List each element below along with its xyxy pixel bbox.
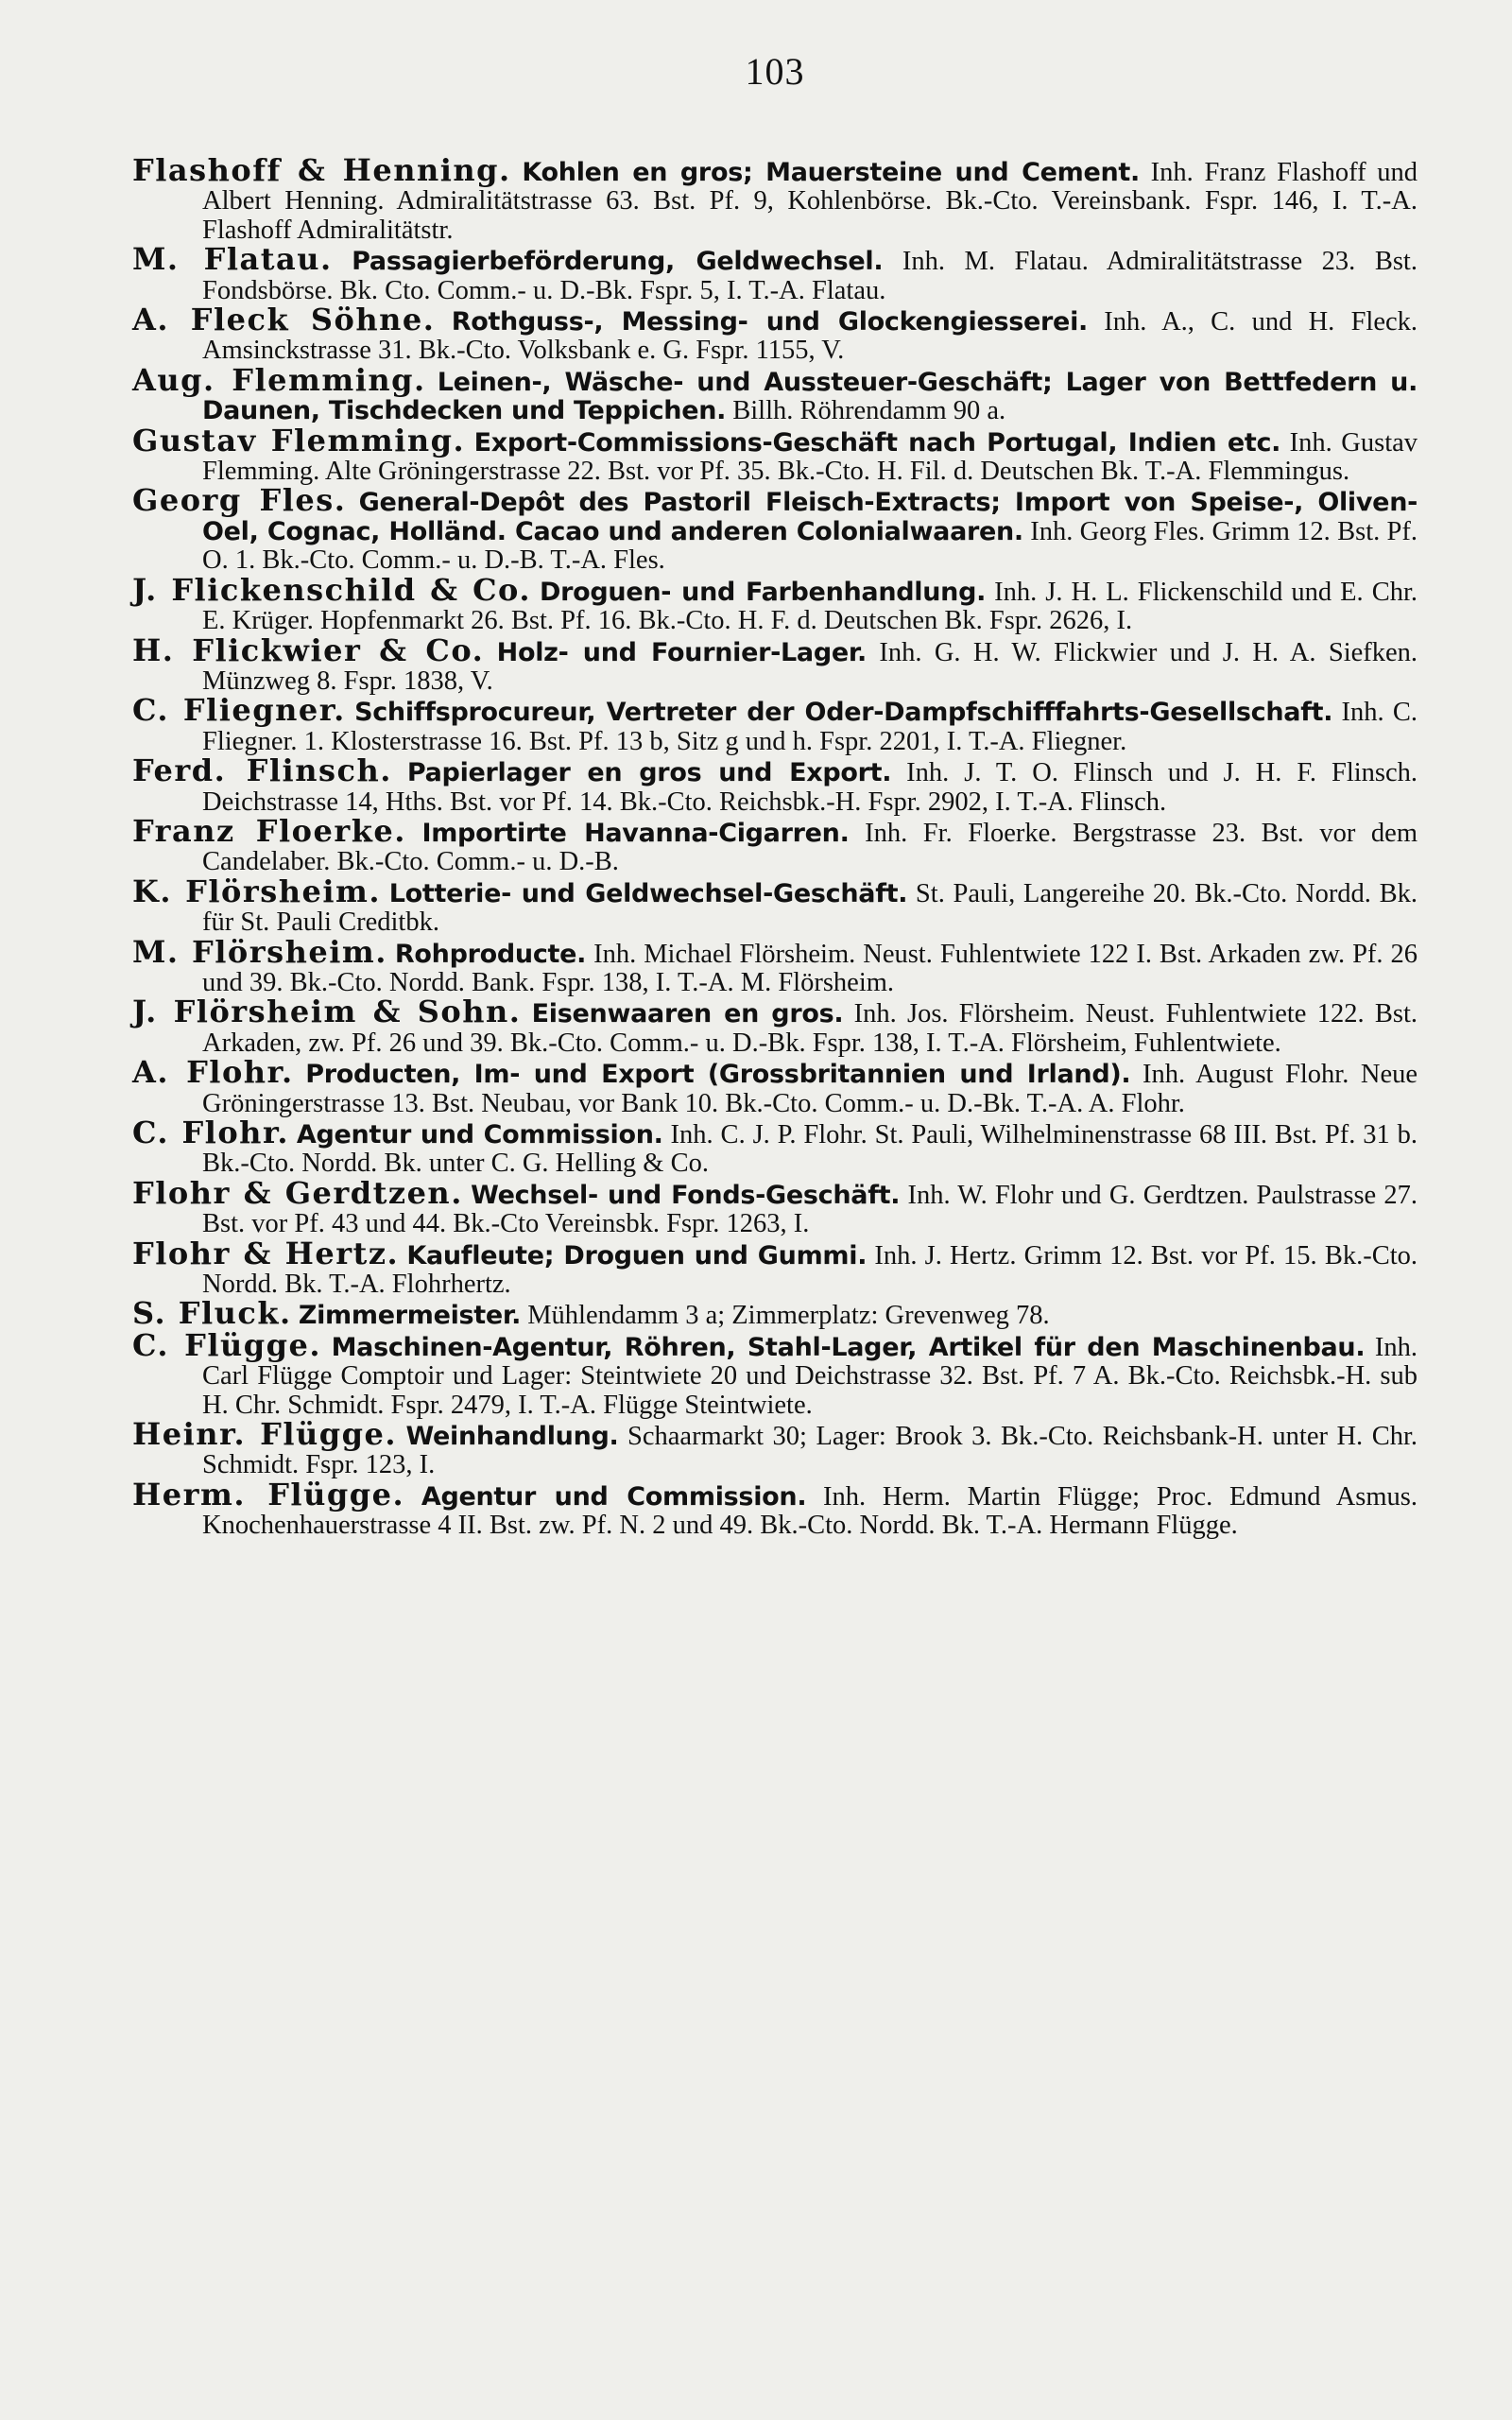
entry-details: Inh. Georg Fles. Grimm 12. Bst. Pf. O. 1. Bk.-Cto. Comm.- u. D.-B. T.-A. Fles.	[202, 516, 1418, 576]
entry-name: M. Flörsheim.	[132, 933, 387, 970]
entry-name: J. Flickenschild & Co.	[132, 571, 531, 608]
entry-business: Kaufleute; Droguen und Gummi.	[406, 1240, 868, 1270]
entry-name: J. Flörsheim & Sohn.	[132, 994, 522, 1030]
directory-entry	[132, 1115, 1418, 1179]
entry-details: Mühlendamm 3 a; Zimmerplatz: Grevenweg 78.	[527, 1301, 1050, 1331]
entry-business: Leinen-, Wäsche- und Aussteuer-Geschäft; Lager von Bettfedern u. Daunen, Tischdecken und Teppichen.	[202, 367, 1418, 426]
entry-details: Inh. C. Fliegner. 1. Klosterstrasse 16. Bst. Pf. 13 b, Sitz g und h. Fspr. 2201, I. T.-A. Fliegner.	[202, 698, 1418, 756]
entry-business: Agentur und Commission.	[296, 1120, 663, 1150]
entry-details: Inh. Franz Flashoff und Albert Henning. Admiralitätstrasse 63. Bst. Pf. 9, Kohlenbörse. Bk.-Cto. Vereinsbank. Fspr. 146, I. T.-A. Flashoff Admiralitätstr.	[202, 158, 1418, 245]
entry-name: Flohr & Hertz.	[132, 1235, 400, 1271]
entry-business: Producten, Im- und Export (Grossbritannien und Irland).	[305, 1060, 1131, 1090]
directory-entry	[132, 933, 1418, 998]
directory-entry	[132, 812, 1418, 877]
entry-details: Inh. Jos. Flörsheim. Neust. Fuhlentwiete 122. Bst. Arkaden, zw. Pf. 26 und 39. Bk.-Cto. Comm.- u. D.-Bk. Fspr. 138, I. T.-A. Flörsheim, Fuhlentwiete.	[202, 999, 1418, 1058]
directory-entry	[132, 1235, 1418, 1300]
entry-name: Ferd. Flinsch.	[132, 752, 392, 789]
entry-details: Inh. W. Flohr und G. Gerdtzen. Paulstrasse 27. Bst. vor Pf. 43 und 44. Bk.-Cto Vereinsbk. Fspr. 1263, I.	[202, 1180, 1418, 1239]
entry-business: Schiffsprocureur, Vertreter der Oder-Dampfschifffahrts-Gesellschaft.	[354, 698, 1333, 728]
entry-name: Flohr & Gerdtzen.	[132, 1174, 463, 1211]
directory-entry	[132, 482, 1418, 576]
directory-entry	[132, 1295, 1418, 1332]
entry-business: Wechsel- und Fonds-Geschäft.	[471, 1180, 901, 1210]
entry-name: Aug. Flemming.	[132, 361, 426, 398]
directory-entry	[132, 361, 1418, 426]
entry-details: Inh. A., C. und H. Fleck. Amsinckstrasse 31. Bk.-Cto. Volksbank e. G. Fspr. 1155, V.	[202, 307, 1418, 366]
entry-business: Rothguss-, Messing- und Glockengiesserei.	[451, 307, 1088, 337]
entry-details: Inh. C. J. P. Flohr. St. Pauli, Wilhelminenstrasse 68 III. Bst. Pf. 31 b. Bk.-Cto. Nordd. Bk. unter C. G. Helling & Co.	[202, 1120, 1418, 1179]
directory-entry	[132, 1054, 1418, 1118]
directory-entry	[132, 302, 1418, 366]
entry-name: Franz Floerke.	[132, 812, 406, 849]
entry-details: Inh. G. H. W. Flickwier und J. H. A. Siefken. Münzweg 8. Fspr. 1838, V.	[202, 637, 1418, 696]
entry-business: Eisenwaaren en gros.	[531, 999, 844, 1029]
entry-name: C. Fliegner.	[132, 692, 346, 729]
entries-list	[132, 152, 1418, 1541]
entry-business: Rohproducte.	[394, 939, 587, 969]
entry-details: Inh. Michael Flörsheim. Neust. Fuhlentwiete 122 I. Bst. Arkaden zw. Pf. 26 und 39. Bk.-Cto. Nordd. Bank. Fspr. 138, I. T.-A. M. Flörsheim.	[202, 939, 1418, 997]
entry-business: Papierlager en gros und Export.	[406, 758, 892, 788]
entry-details: Inh. Herm. Martin Flügge; Proc. Edmund Asmus. Knochenhauerstrasse 4 II. Bst. zw. Pf. N. 2 und 49. Bk.-Cto. Nordd. Bk. T.-A. Hermann Flügge.	[202, 1481, 1418, 1541]
directory-entry	[132, 873, 1418, 938]
entry-details: Inh. Gustav Flemming. Alte Gröningerstrasse 22. Bst. vor Pf. 35. Bk.-Cto. H. Fil. d. Deutschen Bk. T.-A. Flemmingus.	[202, 427, 1418, 487]
entry-name: Herm. Flügge.	[132, 1476, 405, 1512]
directory-entry	[132, 692, 1418, 756]
entry-business: Maschinen-Agentur, Röhren, Stahl-Lager, Artikel für den Maschinenbau.	[331, 1332, 1366, 1362]
directory-entry	[132, 1476, 1418, 1541]
page-number: 103	[745, 50, 805, 93]
directory-entry	[132, 152, 1418, 245]
entry-details: Inh. Fr. Floerke. Bergstrasse 23. Bst. vor dem Candelaber. Bk.-Cto. Comm.- u. D.-B.	[202, 818, 1418, 877]
entry-name: M. Flatau.	[132, 241, 333, 278]
entry-name: C. Flügge.	[132, 1326, 322, 1363]
entry-details: Billh. Röhrendamm 90 a.	[732, 396, 1006, 426]
entry-business: Weinhandlung.	[405, 1422, 619, 1452]
entry-details: Inh. M. Flatau. Admiralitätstrasse 23. Bst. Fondsbörse. Bk. Cto. Comm.- u. D.-Bk. Fspr. 5, I. T.-A. Flatau.	[202, 247, 1418, 305]
entry-name: S. Fluck.	[132, 1295, 292, 1332]
directory-entry	[132, 422, 1418, 487]
entry-name: A. Flohr.	[132, 1054, 294, 1091]
entry-name: Heinr. Flügge.	[132, 1416, 397, 1453]
entry-business: Importirte Havanna-Cigarren.	[421, 818, 850, 848]
directory-entry	[132, 1174, 1418, 1239]
entry-business: Export-Commissions-Geschäft nach Portugal, Indien etc.	[473, 427, 1281, 458]
entry-name: K. Flörsheim.	[132, 873, 382, 909]
entry-business: General-Depôt des Pastoril Fleisch-Extracts; Import von Speise-, Oliven-Oel, Cognac, Holländ. Cacao und anderen Colonialwaaren.	[202, 488, 1418, 546]
directory-entry	[132, 1326, 1418, 1420]
entry-name: Gustav Flemming.	[132, 422, 466, 458]
entry-details: Inh. J. Hertz. Grimm 12. Bst. vor Pf. 15. Bk.-Cto. Nordd. Bk. T.-A. Flohrhertz.	[202, 1240, 1418, 1300]
entry-business: Passagierbeförderung, Geldwechsel.	[352, 247, 884, 277]
entry-business: Kohlen en gros; Mauersteine und Cement.	[522, 158, 1140, 187]
entry-business: Zimmermeister.	[298, 1301, 522, 1331]
entry-details: Schaarmarkt 30; Lager: Brook 3. Bk.-Cto. Reichsbank-H. unter H. Chr. Schmidt. Fspr. 123, I.	[202, 1422, 1418, 1480]
directory-entry	[132, 631, 1418, 697]
entry-details: Inh. J. T. O. Flinsch und J. H. F. Flinsch. Deichstrasse 14, Hths. Bst. vor Pf. 14. Bk.-Cto. Reichsbk.-H. Fspr. 2902, I. T.-A. Flinsch.	[202, 758, 1418, 817]
entry-name: Georg Fles.	[132, 482, 347, 519]
entry-business: Droguen- und Farbenhandlung.	[540, 577, 987, 607]
entry-name: C. Flohr.	[132, 1115, 290, 1150]
entry-business: Lotterie- und Geldwechsel-Geschäft.	[388, 878, 908, 908]
directory-entry	[132, 241, 1418, 305]
entry-business: Holz- und Fournier-Lager.	[496, 637, 868, 667]
entry-business: Agentur und Commission.	[421, 1481, 807, 1512]
directory-entry	[132, 1416, 1418, 1480]
directory-entry	[132, 994, 1418, 1058]
entry-name: A. Fleck Söhne.	[132, 302, 436, 338]
entry-name: Flashoff & Henning.	[132, 152, 511, 188]
directory-entry	[132, 752, 1418, 817]
entry-details: Inh. August Flohr. Neue Gröningerstrasse 13. Bst. Neubau, vor Bank 10. Bk.-Cto. Comm.- u. D.-Bk. T.-A. A. Flohr.	[202, 1060, 1418, 1118]
entry-details: Inh. Carl Flügge Comptoir und Lager: Steintwiete 20 und Deichstrasse 32. Bst. Pf. 7 A. Bk.-Cto. Reichsbk.-H. sub H. Chr. Schmidt. Fspr. 2479, I. T.-A. Flügge Steintwiete.	[202, 1332, 1418, 1420]
entry-details: Inh. J. H. L. Flickenschild und E. Chr. E. Krüger. Hopfenmarkt 26. Bst. Pf. 16. Bk.-Cto. H. F. d. Deutschen Bk. Fspr. 2626, I.	[202, 577, 1418, 636]
directory-entry	[132, 571, 1418, 636]
entry-name: H. Flickwier & Co.	[132, 631, 485, 668]
entry-details: St. Pauli, Langereihe 20. Bk.-Cto. Nordd. Bk. für St. Pauli Creditbk.	[202, 878, 1418, 938]
